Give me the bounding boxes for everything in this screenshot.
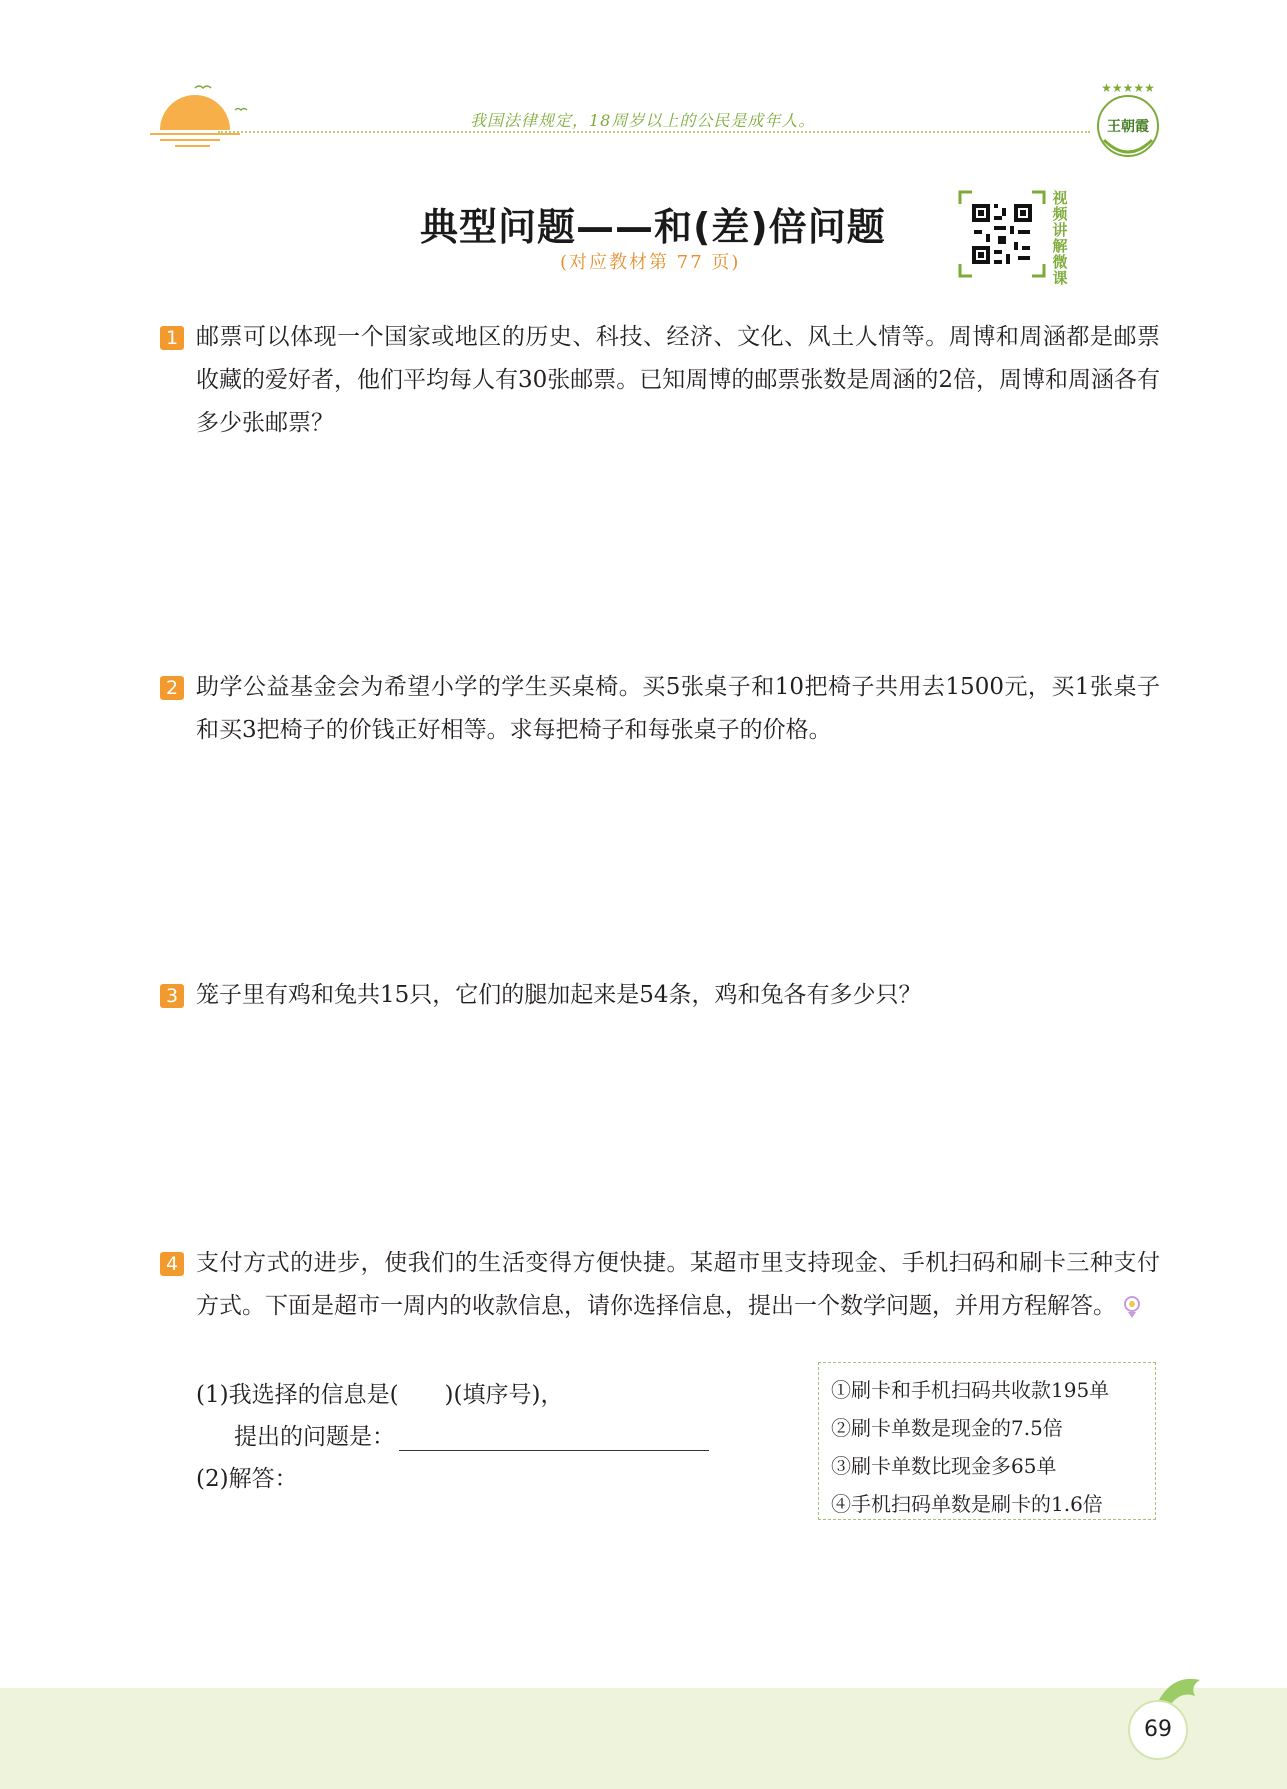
question-prompt: 提出的问题是： (234, 1424, 395, 1450)
answer-blank[interactable] (399, 1428, 709, 1451)
problem-number: 1 (160, 326, 184, 350)
problem-text: 支付方式的进步，使我们的生活变得方便快捷。某超市里支持现金、手机扫码和刷卡三种支付方式。下面是超市一周内的收款信息，请你选择信息，提出一个数学问题，并用方程解答。 (196, 1250, 1160, 1319)
header-motto: 我国法律规定，18周岁以上的公民是成年人。 (470, 111, 816, 130)
problem-text: 邮票可以体现一个国家或地区的历史、科技、经济、文化、风土人情等。周博和周涵都是邮票收藏的爱好者，他们平均每人有30张邮票。已知周博的邮票张数是周涵的2倍，周博和周涵各有多少张邮票？ (196, 324, 1160, 436)
problem-1 (160, 316, 1160, 445)
page-number: 69 (1128, 1700, 1188, 1760)
svg-text:★★★★★: ★★★★★ (1101, 81, 1155, 95)
qr-code[interactable] (958, 190, 1046, 278)
problem-text: 助学公益基金会为希望小学的学生买桌椅。买5张桌子和10把椅子共用去1500元，买1张桌子和买3把椅子的价钱正好相等。求每把椅子和每张桌子的价格。 (196, 674, 1160, 743)
footer-band (0, 1688, 1287, 1789)
info-item: ①刷卡和手机扫码共收款195单 (831, 1378, 1110, 1402)
badge-text: 王朝霞 (1107, 119, 1149, 135)
sun-icon (150, 80, 250, 150)
qr-code-icon (958, 190, 1046, 278)
info-item: ③刷卡单数比现金多65单 (831, 1454, 1057, 1478)
page-subtitle: (对应教材第 77 页) (560, 252, 741, 273)
page-title: 典型问题——和(差)倍问题 (420, 205, 886, 249)
info-item: ④手机扫码单数是刷卡的1.6倍 (831, 1492, 1103, 1516)
part2-label: (2)解答： (196, 1466, 298, 1492)
problem-number: 4 (160, 1252, 184, 1276)
brand-badge (1090, 78, 1166, 168)
info-box (818, 1362, 1156, 1520)
problem-2 (160, 666, 1160, 752)
problem-4 (160, 1242, 1160, 1328)
lightbulb-icon (1122, 1295, 1142, 1319)
header-divider (218, 131, 1090, 133)
part1-question: (1)我选择的信息是( )(填序号)， (196, 1382, 564, 1408)
problem-number: 2 (160, 676, 184, 700)
problem-number: 3 (160, 984, 184, 1008)
problem-3 (160, 974, 1160, 1017)
part1b-row (234, 1418, 709, 1451)
problem-text: 笼子里有鸡和兔共15只，它们的腿加起来是54条，鸡和兔各有多少只？ (196, 982, 922, 1008)
info-item: ②刷卡单数是现金的7.5倍 (831, 1416, 1063, 1440)
video-lesson-label: 视频讲解微课 (1052, 189, 1068, 287)
